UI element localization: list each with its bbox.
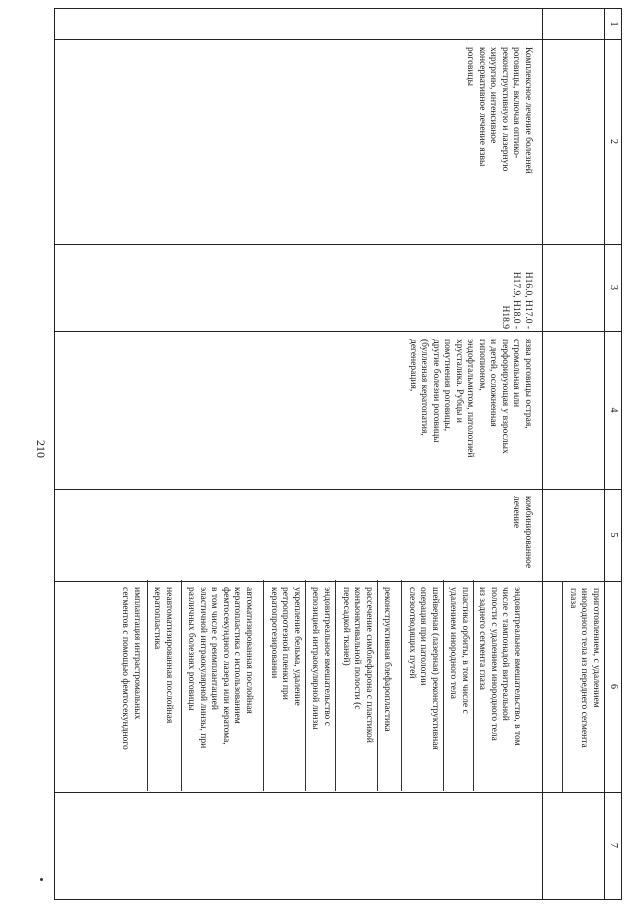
col-divider xyxy=(55,331,621,332)
method-entry xyxy=(381,587,393,787)
method-entry xyxy=(567,588,602,788)
treatment-line: роговицы xyxy=(465,47,476,86)
method-line: кератопластика с использованием xyxy=(232,587,243,724)
method-line: различных болезнях роговицы xyxy=(186,587,197,711)
icd-code-line: H17.9, H18.0 - xyxy=(511,271,522,329)
method-line: имплантация интрастромальных xyxy=(132,587,142,720)
method-entry xyxy=(185,587,254,787)
treatment-line: роговицы, включая оптико- xyxy=(511,47,522,159)
patient-model-cell xyxy=(407,339,534,487)
method-divider xyxy=(305,580,306,791)
model-line: гипопионом, xyxy=(477,339,487,391)
method-entry xyxy=(119,587,142,787)
column-number: 3 xyxy=(608,285,619,290)
method-entry xyxy=(447,587,470,787)
col-divider xyxy=(55,39,621,40)
treatment-type-cell xyxy=(510,496,533,580)
treatment-line: Комплексное лечение болезней xyxy=(523,47,533,174)
method-line: эндовитреальное вмешательство с xyxy=(322,587,332,726)
model-line: другие болезни роговицы xyxy=(431,339,441,443)
model-line: дегенерация, xyxy=(408,339,418,392)
type-line: лечение xyxy=(511,496,522,529)
treatment-line: реконструктивную и лазерную xyxy=(500,47,510,172)
method-entry xyxy=(406,587,441,787)
method-line: реконструктивная блефаропластика xyxy=(382,587,392,732)
method-line: удалением инородного тела xyxy=(448,587,459,699)
method-entry xyxy=(151,587,174,787)
column-number: 7 xyxy=(608,843,619,848)
method-divider xyxy=(377,580,378,791)
method-line: рассечение симблефарона с пластикой xyxy=(364,587,374,743)
row-divider xyxy=(542,9,543,899)
method-divider xyxy=(181,580,182,791)
icd-code-line: H18.9 xyxy=(500,305,510,329)
method-entry xyxy=(268,587,303,787)
model-line: язва роговицы острая, xyxy=(523,339,533,429)
model-line: (буллезная кератопатия, xyxy=(419,339,430,436)
model-line: хрусталика. Рубцы и xyxy=(454,339,464,423)
page-number: 210 xyxy=(34,440,48,458)
method-line: из заднего сегмента глаза xyxy=(477,587,488,690)
column-number: 4 xyxy=(608,407,619,413)
method-line: глаза xyxy=(568,588,578,609)
icd-code-line: H16.0, H17.0 - xyxy=(523,271,533,329)
model-line: перфорирующая у взрослых xyxy=(500,339,510,454)
treatment-line: консервативное лечение язвы xyxy=(477,47,487,167)
col-divider xyxy=(55,792,621,793)
treatment-cell xyxy=(464,47,533,242)
method-divider xyxy=(443,580,444,791)
header-row-divider xyxy=(604,9,605,899)
method-divider xyxy=(335,580,336,791)
method-line: укрепление бельма, удаление xyxy=(292,587,302,706)
method-divider xyxy=(147,580,148,791)
method-line: числе с тампонадой витреальной xyxy=(500,587,511,721)
type-line: комбинированное xyxy=(523,496,533,569)
method-line: шейверная (лазерная) реконструктивная xyxy=(430,587,440,750)
icd-code-cell xyxy=(499,253,534,329)
method-divider xyxy=(263,580,264,791)
method-entry xyxy=(476,587,522,787)
method-line: слезоотводящих путей xyxy=(407,587,417,679)
model-line: и детей, осложненная xyxy=(488,339,499,427)
method-line: репозицией интраокулярной линзы xyxy=(310,587,321,730)
method-entry xyxy=(340,587,375,787)
method-line: фемтосекундного лазера или кератома, xyxy=(221,587,231,745)
col-divider xyxy=(55,244,621,245)
col-divider xyxy=(55,489,621,490)
method-line: кератопластика xyxy=(152,587,163,650)
column-number: 1 xyxy=(608,21,619,27)
column-number: 5 xyxy=(608,532,619,538)
model-line: помутнения роговицы, xyxy=(442,339,453,432)
model-line: эндофтальмитом, патологией xyxy=(465,339,476,458)
method-line: ретропротезной пленки при xyxy=(280,587,291,700)
method-divider xyxy=(401,580,402,791)
method-line: полости с удалением инородного тела xyxy=(489,587,499,741)
method-line: операция при патологии xyxy=(418,587,429,686)
method-line: инородного тела из переднего сегмента xyxy=(579,588,590,748)
column-number: 2 xyxy=(608,139,619,144)
method-entry xyxy=(309,587,332,787)
col-divider xyxy=(55,581,621,582)
method-line: автоматизированная послойная xyxy=(244,587,254,714)
method-line: неавтоматизированная послойная xyxy=(164,587,174,724)
column-number: 6 xyxy=(608,684,619,689)
method-line: пластика орбиты, в том числе с xyxy=(460,587,470,714)
method-line: кератопротезировании xyxy=(269,587,279,679)
method-divider xyxy=(473,580,474,791)
scan-speck xyxy=(40,878,43,881)
method-line: в том числе с реимплантацией xyxy=(209,587,220,710)
method-line: эндовитреальное вмешательство, в том xyxy=(512,587,522,746)
method-divider xyxy=(562,581,563,792)
method-line: пересадкой тканей) xyxy=(341,587,351,666)
method-line: приготовлением, с удалением xyxy=(591,588,601,708)
method-line: эластичной интраокулярной линзы, при xyxy=(198,587,208,749)
method-line: сегментов с помощью фемтосекундного xyxy=(120,587,131,750)
treatment-line: хирургию, интенсивное xyxy=(488,47,499,144)
method-line: конъюнктивальной полости (с xyxy=(352,587,363,710)
model-line: стромальная или xyxy=(511,339,522,408)
